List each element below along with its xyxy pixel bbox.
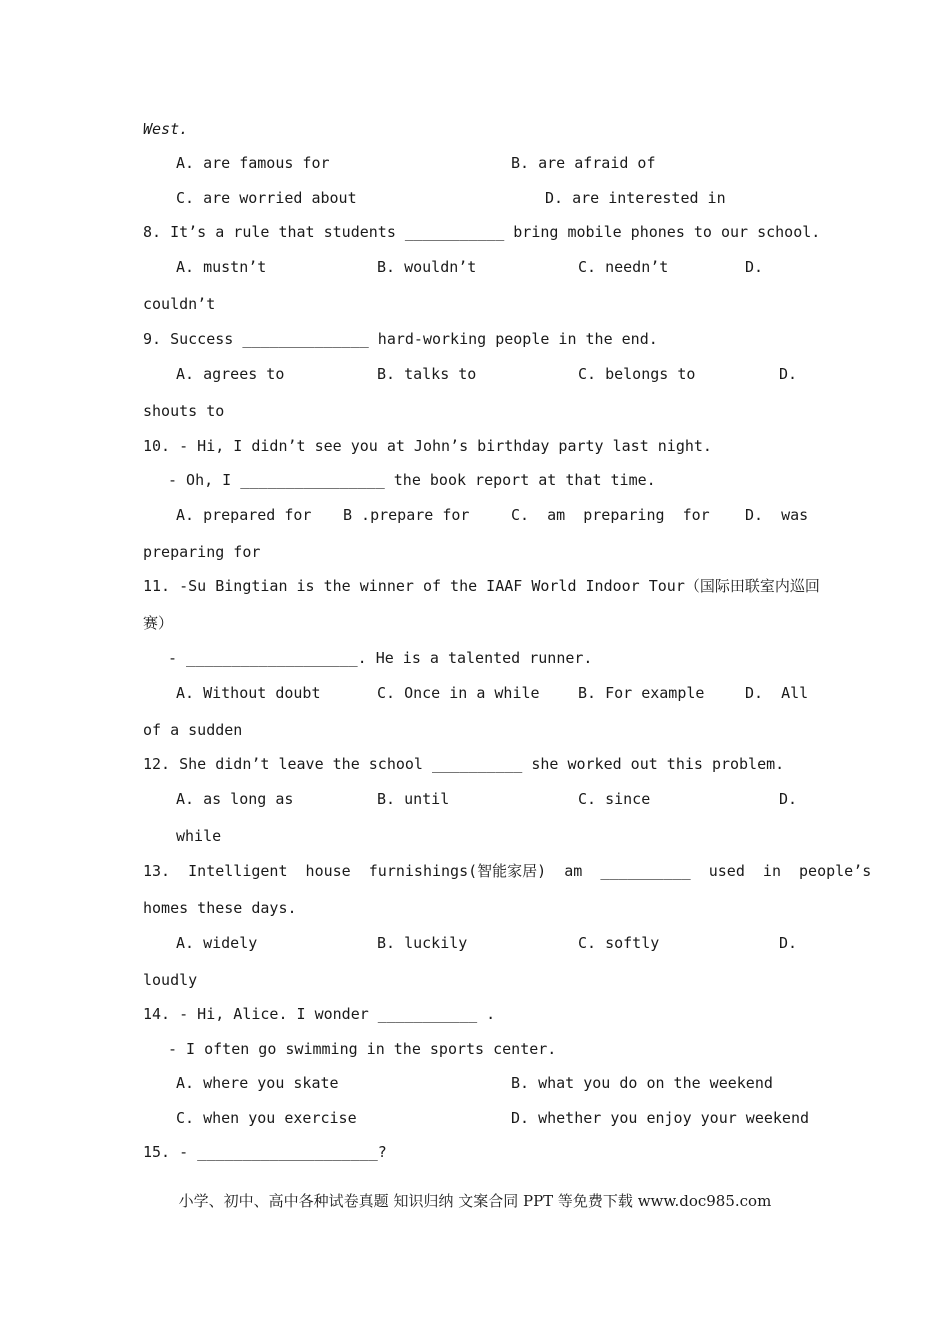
option-c: C. since (578, 790, 651, 808)
option-d-text: of a sudden (143, 721, 243, 739)
option-a: A. where you skate (176, 1074, 339, 1092)
option-d-text: shouts to (143, 402, 225, 420)
question-8: 8. It’s a rule that students ___________ bring mobile phones to our school. (143, 223, 821, 241)
question-11-cont: 赛） (143, 614, 174, 632)
option-d-text: preparing for (143, 543, 261, 561)
option-d: D. whether you enjoy your weekend (511, 1109, 810, 1127)
option-d: D. (779, 934, 798, 952)
option-b: B. For example (578, 684, 705, 702)
question-15: 15. - ____________________? (143, 1143, 387, 1161)
option-a: A. widely (176, 934, 258, 952)
option-a: A. Without doubt (176, 684, 321, 702)
option-c: C. needn’t (578, 258, 669, 276)
question-14-reply: - I often go swimming in the sports center. (168, 1040, 557, 1058)
question-13: 13. Intelligent house furnishings(智能家居) am __________ used in people’s (143, 862, 872, 880)
option-b: B. until (377, 790, 450, 808)
option-b: B. are afraid of (511, 154, 656, 172)
option-b: B. talks to (377, 365, 477, 383)
option-d-text: while (176, 827, 222, 845)
option-d: D. (779, 365, 798, 383)
option-c: C. softly (578, 934, 660, 952)
option-c: C. Once in a while (377, 684, 540, 702)
option-c: C. belongs to (578, 365, 696, 383)
question-11-reply: - ___________________. He is a talented runner. (168, 649, 593, 667)
question-12: 12. She didn’t leave the school __________ she worked out this problem. (143, 755, 785, 773)
option-b: B .prepare for (343, 506, 470, 524)
option-d: D. All (745, 684, 809, 702)
option-d-text: couldn’t (143, 295, 216, 313)
option-d: D. (745, 258, 764, 276)
question-10: 10. - Hi, I didn’t see you at John’s birthday party last night. (143, 437, 712, 455)
option-a: A. as long as (176, 790, 294, 808)
question-14: 14. - Hi, Alice. I wonder ___________ . (143, 1005, 496, 1023)
option-a: A. are famous for (176, 154, 330, 172)
question-9: 9. Success ______________ hard-working people in the end. (143, 330, 658, 348)
option-b: B. wouldn’t (377, 258, 477, 276)
question-11: 11. -Su Bingtian is the winner of the IAAF World Indoor Tour（国际田联室内巡回 (143, 577, 820, 595)
option-c: C. are worried about (176, 189, 357, 207)
footer-watermark: 小学、初中、高中各种试卷真题 知识归纳 文案合同 PPT 等免费下载 www.doc985.com (178, 1192, 772, 1210)
option-b: B. luckily (377, 934, 468, 952)
option-b: B. what you do on the weekend (511, 1074, 773, 1092)
option-c: C. when you exercise (176, 1109, 357, 1127)
question-10-reply: - Oh, I ________________ the book report at that time. (168, 471, 656, 489)
option-a: A. mustn’t (176, 258, 267, 276)
option-d: D. (779, 790, 798, 808)
option-d-text: loudly (143, 971, 198, 989)
question-13-cont: homes these days. (143, 899, 297, 917)
continuation-text: West. (143, 120, 189, 138)
option-a: A. agrees to (176, 365, 285, 383)
option-a: A. prepared for (176, 506, 312, 524)
option-c: C. am preparing for (511, 506, 710, 524)
option-d: D. was (745, 506, 809, 524)
option-d: D. are interested in (545, 189, 726, 207)
